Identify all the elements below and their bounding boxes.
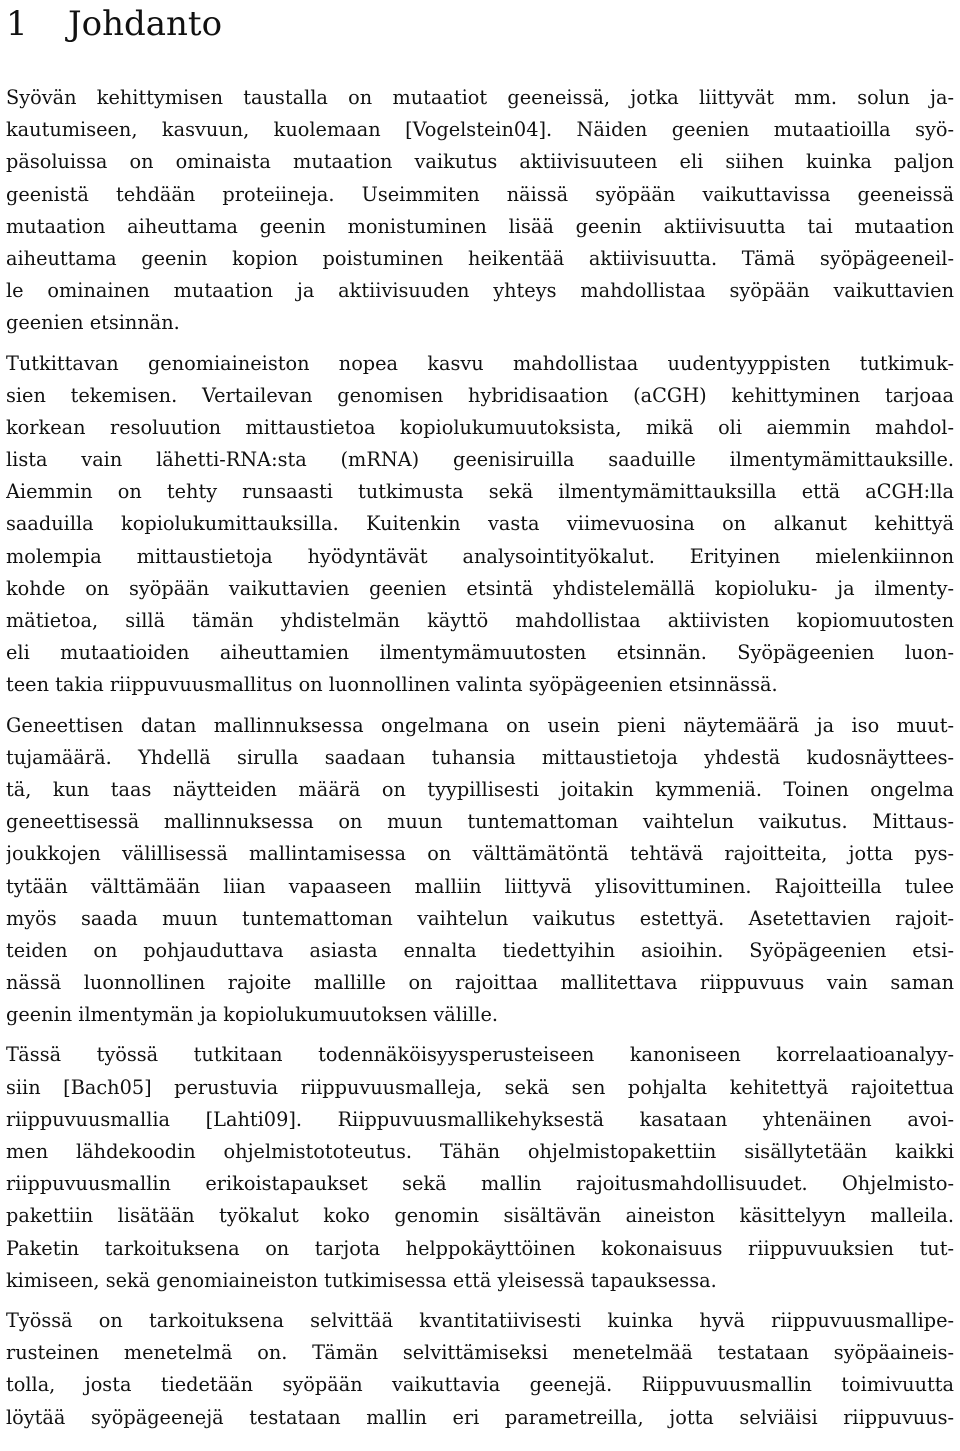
text-line: siin [Bach05] perustuvia riippuvuusmalleja, sekä sen pohjalta kehitettyä rajoitettua [6, 1075, 954, 1099]
text-line: löytää syöpägeenejä testataan mallin eri parametreilla, jotta selviäisi riippuvuus- [6, 1405, 954, 1429]
text-line: kohde on syöpään vaikuttavien geenien etsintä yhdistelemällä kopioluku- ja ilmenty- [6, 576, 954, 600]
text-line: geenin ilmentymän ja kopiolukumuutoksen välille. [6, 1003, 499, 1027]
text-line: myös saada muun tuntemattoman vaihtelun vaikutus estettyä. Asetettavien rajoit- [6, 906, 954, 930]
paragraph-1 [6, 82, 954, 340]
text-line: pakettiin lisätään työkalut koko genomin sisältävän aineiston käsittelyyn malleila. [6, 1204, 954, 1228]
text-line: joukkojen välillisessä mallintamisessa on välttämätöntä tehtävä rajoitteita, jotta pys- [6, 842, 954, 866]
text-line: Paketin tarkoituksena on tarjota helppokäyttöinen kokonaisuus riippuvuuksien tut- [6, 1236, 954, 1260]
text-line: tolla, josta tiedetään syöpään vaikuttavia geenejä. Riippuvuusmallin toimivuutta [6, 1373, 954, 1397]
text-line: geneettisessä mallinnuksessa on muun tuntemattoman vaihtelun vaikutus. Mittaus- [6, 810, 954, 834]
section-heading [6, 0, 954, 48]
body-text [6, 82, 954, 1434]
text-line: saaduilla kopiolukumittauksilla. Kuitenkin vasta viimevuosina on alkanut kehittyä [6, 512, 954, 536]
text-line: nässä luonnollinen rajoite mallille on rajoittaa mallitettava riippuvuus vain saman [6, 971, 954, 995]
section-title: Johdanto [68, 4, 223, 44]
text-line: eli mutaatioiden aiheuttamien ilmentymämuutosten etsinnän. Syöpägeenien luon- [6, 641, 954, 665]
text-line: lista vain lähetti-RNA:sta (mRNA) geenisiruilla saaduille ilmentymämittauksille. [6, 448, 954, 472]
text-line: aiheuttama geenin kopion poistuminen heikentää aktiivisuutta. Tämä syöpägeeneil- [6, 246, 954, 270]
text-line: tytään välttämään liian vapaaseen malliin liittyvä ylisovittuminen. Rajoitteilla tulee [6, 874, 954, 898]
text-line: korkean resoluution mittaustietoa kopiolukumuutoksista, mikä oli aiemmin mahdol- [6, 415, 954, 439]
text-line: riippuvuusmallin erikoistapaukset sekä mallin rajoitusmahdollisuudet. Ohjelmisto- [6, 1172, 954, 1196]
text-line: Aiemmin on tehty runsaasti tutkimusta sekä ilmentymämittauksilla että aCGH:lla [6, 480, 954, 504]
text-line: tujamäärä. Yhdellä sirulla saadaan tuhansia mittaustietoja yhdestä kudosnäyttees- [6, 745, 954, 769]
text-line: Tutkittavan genomiaineiston nopea kasvu mahdollistaa uudentyyppisten tutkimuk- [6, 351, 954, 375]
text-line: men lähdekoodin ohjelmistototeutus. Tähän ohjelmistopakettiin sisällytetään kaikki [6, 1140, 954, 1163]
text-line: mätietoa, sillä tämän yhdistelmän käyttö mahdollistaa aktiivisten kopiomuutosten [6, 609, 954, 632]
text-line: le ominainen mutaation ja aktiivisuuden yhteys mahdollistaa syöpään vaikuttavien [6, 279, 954, 303]
text-line: mutaation aiheuttama geenin monistuminen lisää geenin aktiivisuutta tai mutaation [6, 214, 954, 238]
text-line: Syövän kehittymisen taustalla on mutaatiot geeneissä, jotka liittyvät mm. solun ja- [6, 86, 954, 109]
text-line: molempia mittaustietoja hyödyntävät analysointityökalut. Erityinen mielenkiinnon [6, 544, 954, 568]
text-line: geenistä tehdään proteiineja. Useimmiten näissä syöpään vaikuttavissa geeneissä [6, 182, 954, 206]
text-line: päsoluissa on ominaista mutaation vaikutus aktiivisuuteen eli siihen kuinka paljon [6, 150, 954, 174]
text-line: teen takia riippuvuusmallitus on luonnollinen valinta syöpägeenien etsinnässä. [6, 673, 778, 697]
text-line: Geneettisen datan mallinnuksessa ongelmana on usein pieni näytemäärä ja iso muut- [6, 713, 954, 737]
paragraph-5 [6, 1305, 954, 1434]
text-line: rusteinen menetelmä on. Tämän selvittämiseksi menetelmää testataan syöpäaineis- [6, 1341, 954, 1365]
text-line: kautumiseen, kasvuun, kuolemaan [Vogelstein04]. Näiden geenien mutaatioilla syö- [6, 118, 954, 142]
paragraph-3 [6, 710, 954, 1032]
paragraph-4 [6, 1039, 954, 1297]
text-line: riippuvuusmallia [Lahti09]. Riippuvuusmallikehyksestä kasataan yhtenäinen avoi- [6, 1107, 954, 1131]
text-line: geenien etsinnän. [6, 311, 180, 335]
paragraph-2 [6, 348, 954, 702]
text-line: kimiseen, sekä genomiaineiston tutkimisessa että yleisessä tapauksessa. [6, 1268, 717, 1292]
text-line: Tässä työssä tutkitaan todennäköisyysperusteiseen kanoniseen korrelaatioanalyy- [6, 1043, 954, 1067]
section-number: 1 [6, 4, 28, 44]
text-line: tä, kun taas näytteiden määrä on tyypillisesti joitakin kymmeniä. Toinen ongelma [6, 777, 954, 801]
text-line: Työssä on tarkoituksena selvittää kvantitatiivisesti kuinka hyvä riippuvuusmallipe- [6, 1308, 954, 1332]
text-line: sien tekemisen. Vertailevan genomisen hybridisaation (aCGH) kehittyminen tarjoaa [6, 383, 954, 407]
text-line: teiden on pohjauduttava asiasta ennalta tiedettyihin asioihin. Syöpägeenien etsi- [6, 938, 954, 962]
paper-page [6, 0, 954, 1442]
